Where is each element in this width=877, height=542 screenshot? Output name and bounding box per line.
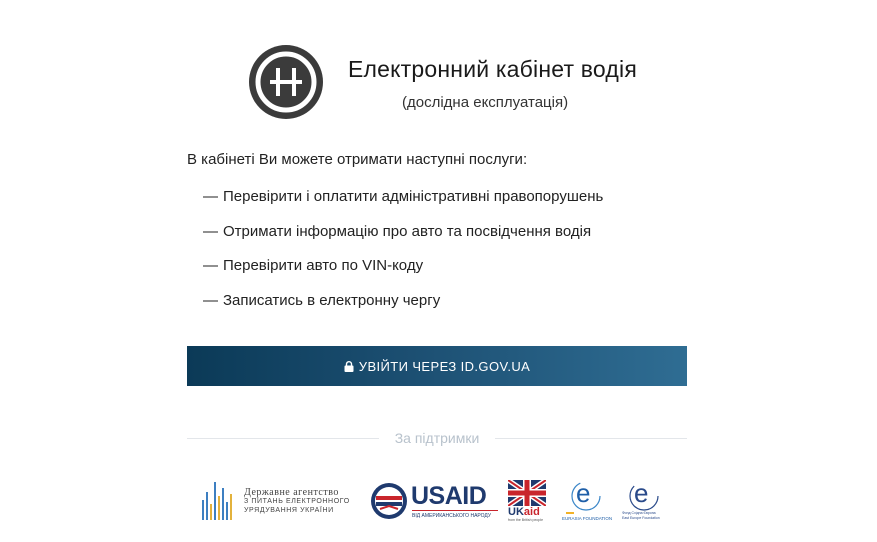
ukaid-wordmark <box>508 506 540 518</box>
page-title: Електронний кабінет водія <box>348 56 638 82</box>
dash-marker: — <box>203 188 218 205</box>
list-item <box>203 188 603 223</box>
east-europe-foundation-logo <box>622 478 670 522</box>
state-agency-logo <box>200 478 360 522</box>
eef-name-en: East Europe Foundation <box>622 516 660 520</box>
dash-marker: — <box>203 291 218 309</box>
eef-name-uk: Фонд Східна Європа <box>622 511 656 515</box>
divider-line <box>495 438 687 439</box>
login-button-label: УВІЙТИ ЧЕРЕЗ ID.GOV.UA <box>358 358 531 374</box>
agency-line-1: Державне агентство <box>244 487 339 498</box>
lock-icon <box>344 361 354 372</box>
support-label: За підтримки <box>394 430 480 446</box>
agency-line-3: УРЯДУВАННЯ УКРАЇНИ <box>244 507 334 514</box>
usaid-logo <box>370 478 500 522</box>
header <box>248 44 688 124</box>
dash-marker: — <box>203 257 218 274</box>
usaid-seal-icon <box>370 482 408 520</box>
list-item <box>203 223 603 258</box>
hsc-logo-icon <box>248 44 324 120</box>
union-flag-icon <box>508 480 546 506</box>
usaid-underline <box>412 510 498 511</box>
agency-line-2: З ПИТАНЬ ЕЛЕКТРОННОГО <box>244 498 350 505</box>
eurasia-letter: e <box>576 478 591 508</box>
usaid-wordmark: USAID <box>411 482 487 510</box>
service-label: Перевірити авто по VIN-коду <box>223 257 424 274</box>
ukaid-aid: aid <box>523 506 540 518</box>
partner-logos <box>200 478 670 524</box>
service-label: Записатись в електронну чергу <box>223 291 441 309</box>
eurasia-accent <box>566 512 574 514</box>
page-subtitle: (дослідна експлуатація) <box>402 94 569 111</box>
dash-marker: — <box>203 222 218 240</box>
eef-letter: e <box>634 478 649 508</box>
ukaid-logo <box>508 478 550 522</box>
eurasia-foundation-logo <box>562 478 612 522</box>
services-list <box>203 188 603 326</box>
login-id-gov-button[interactable] <box>187 346 687 386</box>
trident-graph-icon <box>200 478 234 522</box>
ukaid-uk: UK <box>508 506 524 518</box>
list-item <box>203 292 603 327</box>
list-item <box>203 257 603 292</box>
service-label: Перевірити і оплатити адміністративні правопорушень <box>223 188 604 205</box>
eurasia-name: EURASIA FOUNDATION <box>562 516 613 521</box>
usaid-tagline: ВІД АМЕРИКАНСЬКОГО НАРОДУ <box>412 513 492 519</box>
support-divider <box>187 430 687 448</box>
service-label: Отримати інформацію про авто та посвідчення водія <box>223 222 592 240</box>
services-intro: В кабінеті Ви можете отримати наступні послуги: <box>187 151 528 168</box>
ukaid-tagline: from the British people <box>508 518 544 522</box>
